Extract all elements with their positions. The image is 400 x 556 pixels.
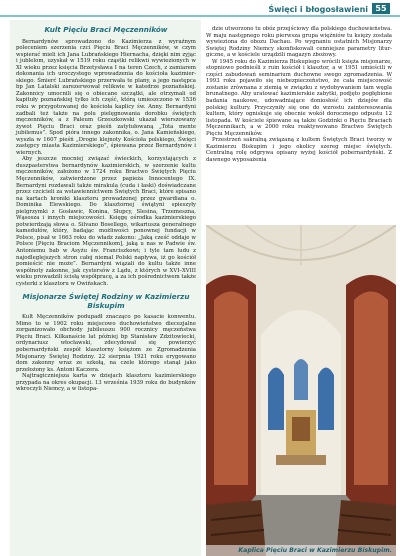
article-paragraph: Najtragiczniejsza karta w dziejach klasztoru kazimierskiego przypada na okres okupacji. 13 września 1939 roku do budynków wkroczyli Niemcy, a w listopa- xyxy=(16,373,196,393)
chapel-photo xyxy=(206,225,396,556)
page-header xyxy=(0,0,400,20)
article-paragraph: dzie utworzono tu obóz przejściowy dla polskiego duchowieństwa. W maju następnego roku pierwsza grupa więźniów tu księży została wywieziona do obozu Dachau. Po wygnaniu ostatnich Misjonarzy Świętej Rodziny Niemcy skonfiskowali cenniejsze parametry liturgiczne, a w kościele urządzili magazyn zbożowy. xyxy=(206,26,392,59)
article-paragraph: Bernardynów sprowadzono do Kazimierza z wyraźnym poleceniem szerzenia czci Pięciu Braci Męczenników, w czym wspierać mieli ich Jana Lubrańskiego Hiernacha, dzięki nim zyjąc i jublelom, uzyskał w 1519 roku cząstki relikwii wywiezionych w XI wieku przez księcia Brzetysława I na teren Czech, z zamiarem dokonania ich uroczystego wprowadzenia do kościoła kazimierskiego. Śmierć Lubrańskiego przerwała te plany, a jego następca bp Jan Latalski zarezerwował relikwie w katedrze poznańskiej. Zakonnicy umocnili się o obiecane szczątki, ale otrzymali od kapituły poznańskiej tylko ich część, którą umieszczono w 1536 roku w przygotowanej do kościoła kaplicy św. Anny. Bernardyni zadbali też także na polu pielęgnowania dorobku świętych męczenników, a z Paleum Grzeszkowski ukazał wierszowany żywot Pięciu Braci oraz pieśń zatytułowaną „Tota mente jubilemus”. Spod pióra innego zakonnika, o. Jana Kamieńskiego, wyszła w 1607 pieśń „Drogie klejnoty Kościoła polskiego, Święci zastępcy miasta Kazimierskiego”, śpiewana przez Bernardynów i wiernych. xyxy=(16,38,196,156)
article-paragraph: Kult Męczenników podupadł znacząco po kasacie konwentu. Mimo to w 1902 roku miejscowo duchowieństwo diecezjalne zorganizowało obchody jubileuszu 900 rocznicy męczeństwa Pięciu Braci. Kilkanaście lat później bp Stanisław Zdzitowiecki, ordynariusz włocławski, zdecydował się powierzyć pobernardyński zespół klasztorny księżom ze Zgromadzenia Misjonarzy Świętej Rodziny. 22 sierpnia 1921 roku erygowano dom zakonny wraz ze szkołą, na czele którego stanął jako przełożony ks. Antoni Kaczera. xyxy=(16,314,196,373)
article-paragraph: Aby jeszcze mocniej związać świeckich, korzystających z duszpasterstwa bernardynów kazimierskich, w szerzenie kultu męczenników, założono w 1724 roku Bractwo Świętych Pięciu Męczenników, zatwierdzone przez papieża Innocentego IX. Bernardyni rozdawali także mirakula (cuda i łaski) doświadczane przez czcicieli za wstawiennictwem Świętych Braci, które spisano na kartach kroniki klasztoru prowadzonej przez gwardiana o. Dominika Elewskiego. Do klasztornej świątyni spieszyły pielgrzymki z Gosławic, Konina, Słupcy, Slesina, Trzemeszna, Wąsosza i innych miejscowości. Księgę ośrodka kazimierskiego potwierdzają słowa o. Silvano Bosellego, wikariusza generalnego kamedułów, który, badając możliwości ponownej fundacji w Polsce, pisał w 1663 roku do władz zakonu: „Jaką cześć oddaje w Polsce [Pięciu Braciom Męczennikom], jaką u nas w Padwie św. Antoniemu bab w Asyżu św. Franciszkowi; i tyle tam ludu z najodleglejszych stron całej niemal Polski napływa, iż go kościół pomieścić nie może”. Bernardyni wiązali do kultu także inne wspólnoty zakonne, jak cystersów z Lądu, z których w XVI–XVIII wieku prowadzili ścisłą współpracę, a za ich pośrednictwem także cysterki z klasztoru w Owińskach. xyxy=(16,156,196,287)
left-column xyxy=(16,26,196,393)
photo-caption: Kaplica Pięciu Braci w Kazimierzu Biskupim. xyxy=(206,545,396,556)
article-title-misjonarze: Misjonarze Świętej Rodziny w Kazimierzu Biskupim xyxy=(22,292,190,310)
page-number: 55 xyxy=(372,3,390,14)
chapel-illustration xyxy=(206,225,396,556)
right-column xyxy=(206,26,392,163)
article-title-kult: Kult Pięciu Braci Męczenników xyxy=(44,25,168,34)
section-title: Święci i błogosławieni xyxy=(268,5,368,14)
article-paragraph: W 1945 roku do Kazimierza Biskupiego wrócili księża misjonarze, stopniowo podnieśli z ruin kościół i klasztor, a w 1951 umieścili w części zabudowań seminarium duchowne swego zgromadzenia. W 1993 roku pojawiło się niebezpieczeństwo, że cała miejscowość zostanie zrównana z ziemią w związku z wydobywaniem tam węgla brunatnego. Aby uratować kazimierskie zabytki, podjęto pogłębione badania naukowe, udowadniające doniosłość ich dziejów dla polskiej kultury. Przyczyniły się one do wzrostu zainteresowania kultem, który ogniskuje się obecnie wokół dorocznego odpustu 12 listopada. W kościele śpiewane są także Godzinki o Pięciu Braciach Męczennikach, a w 2000 roku reaktywowano Bractwo Świętych Pięciu Męczenników. xyxy=(206,58,392,137)
article-paragraph: Przestrzeń sakralną związaną z kultem Świętych Braci tworzy w Kazimierzu Biskupim i jego okolicy szereg miejsc świętych. Centralną rolę odgrywa opisany wyżej kościół pobernardyński. Z dawnego wyposażenia xyxy=(206,137,392,163)
header-rule xyxy=(0,15,400,17)
